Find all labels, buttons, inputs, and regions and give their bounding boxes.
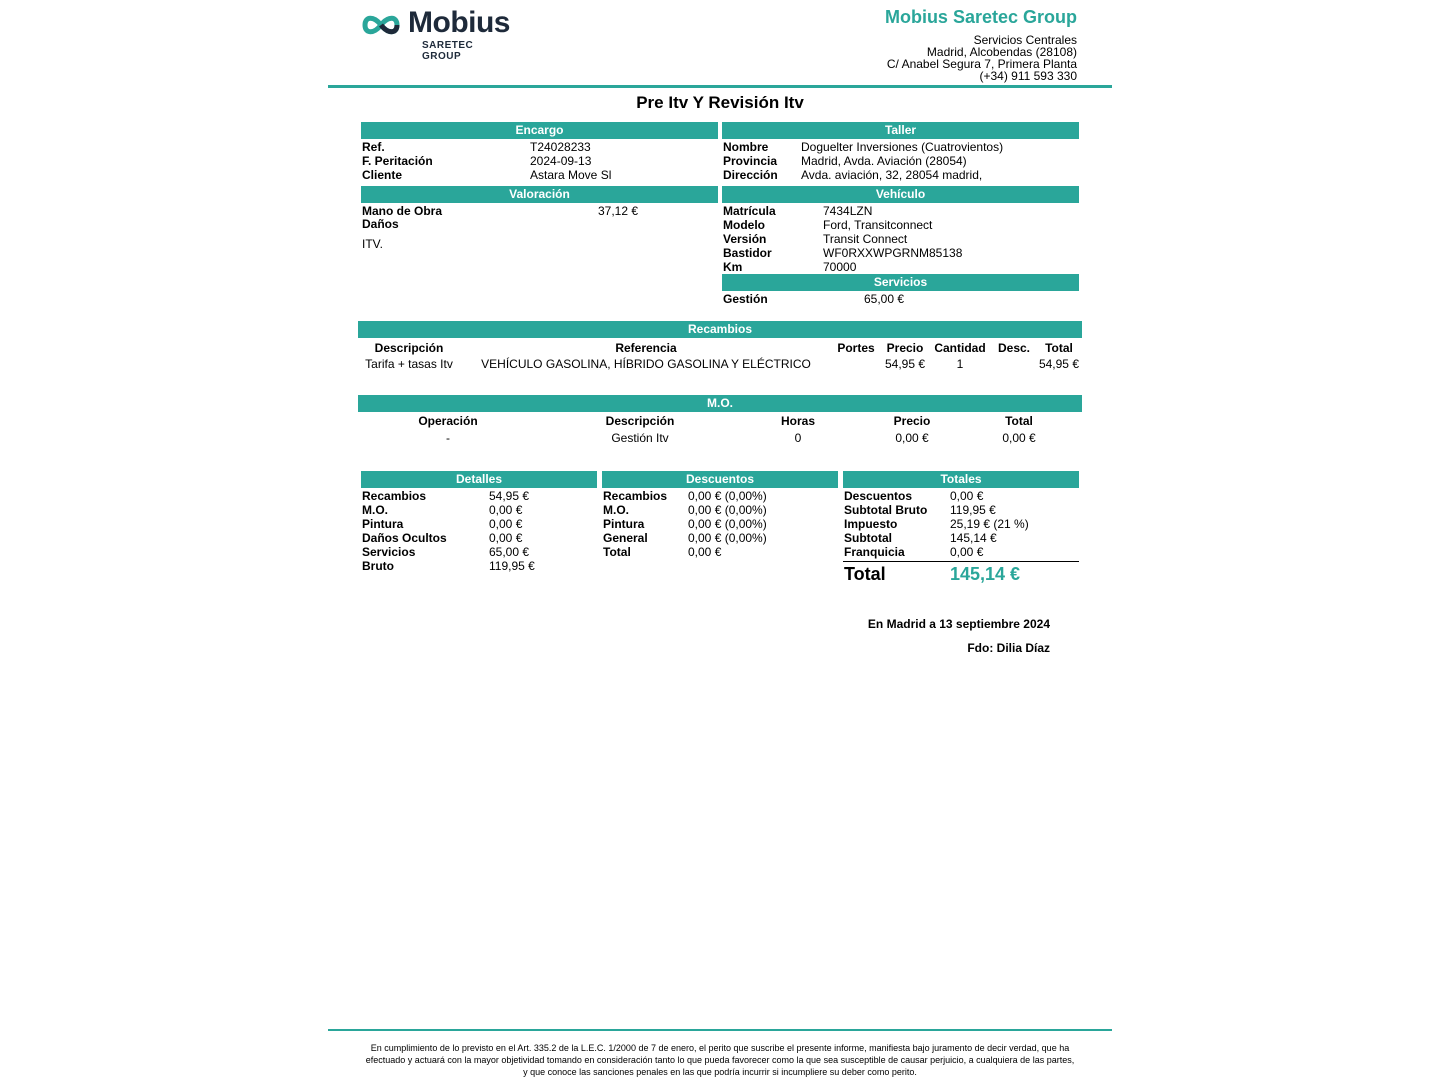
signed-by: Fdo: Dilia Díaz bbox=[967, 641, 1050, 655]
danos-label: Daños bbox=[362, 217, 399, 231]
recambios-col-referencia: Referencia bbox=[615, 341, 677, 355]
detalles-label: Recambios bbox=[362, 489, 427, 503]
recambios-col-portes: Portes bbox=[837, 341, 875, 355]
recambios-col-cantidad: Cantidad bbox=[934, 341, 986, 355]
detalles-label: M.O. bbox=[362, 503, 388, 517]
recambios-col-total: Total bbox=[1045, 341, 1073, 355]
grand-total-value: 145,14 € bbox=[950, 564, 1021, 584]
recambios-cell-total: 54,95 € bbox=[1038, 357, 1079, 371]
totales-label: Subtotal Bruto bbox=[844, 503, 928, 517]
totales-value: 119,95 € bbox=[950, 503, 996, 517]
legal-line: En cumplimiento de lo previsto en el Art. 335.2 de la L.E.C. 1/2000 de 7 de enero, el perito que suscribe el presente informe, manifiesta bajo juramento de decir verdad, que ha bbox=[370, 1043, 1070, 1053]
address-line: Madrid, Alcobendas (28108) bbox=[926, 45, 1077, 59]
detalles-value: 0,00 € bbox=[489, 531, 523, 545]
vehiculo-label: Versión bbox=[723, 232, 767, 246]
totales-value: 0,00 € bbox=[950, 489, 984, 503]
encargo-label: Ref. bbox=[362, 140, 385, 154]
mo-cell-operacion: - bbox=[446, 431, 450, 445]
danos-text: ITV. bbox=[362, 237, 383, 251]
recambios-col-descripcion: Descripción bbox=[374, 341, 444, 355]
detalles-label: Servicios bbox=[362, 545, 416, 559]
recambios-cell-precio: 54,95 € bbox=[884, 357, 926, 371]
recambios-header: Recambios bbox=[358, 321, 1082, 338]
recambios-cell-cantidad: 1 bbox=[956, 357, 964, 371]
mo-col-horas: Horas bbox=[780, 414, 816, 428]
mo-cell-total: 0,00 € bbox=[1002, 431, 1036, 445]
address-line: (+34) 911 593 330 bbox=[979, 69, 1077, 83]
recambios-cell-descripcion: Tarifa + tasas Itv bbox=[365, 357, 453, 371]
recambios-col-precio: Precio bbox=[886, 341, 924, 355]
vehiculo-label: Modelo bbox=[723, 218, 765, 232]
vehiculo-value: WF0RXXWPGRNM85138 bbox=[823, 246, 963, 260]
recambios-col-desc: Desc. bbox=[997, 341, 1031, 355]
detalles-label: Bruto bbox=[362, 559, 394, 573]
totales-value: 0,00 € bbox=[950, 545, 984, 559]
logo-word: Mobius bbox=[408, 6, 510, 39]
mo-col-operacion: Operación bbox=[418, 414, 478, 428]
mano-obra-label: Mano de Obra bbox=[362, 204, 443, 218]
encargo-value: 2024-09-13 bbox=[530, 154, 592, 168]
header-divider bbox=[328, 85, 1112, 88]
mo-header: M.O. bbox=[358, 395, 1082, 412]
servicios-label: Gestión bbox=[723, 292, 768, 306]
mo-cell-precio: 0,00 € bbox=[895, 431, 929, 445]
encargo-value: T24028233 bbox=[530, 140, 591, 154]
mobius-logo-icon bbox=[362, 12, 400, 38]
detalles-value: 0,00 € bbox=[489, 517, 523, 531]
totales-label: Descuentos bbox=[844, 489, 913, 503]
mo-col-descripcion: Descripción bbox=[605, 414, 675, 428]
vehiculo-value: 70000 bbox=[823, 260, 857, 274]
totales-label: Franquicia bbox=[844, 545, 905, 559]
mano-obra-value: 37,12 € bbox=[598, 204, 639, 218]
taller-value: Doguelter Inversiones (Cuatrovientos) bbox=[801, 140, 1004, 154]
detalles-label: Pintura bbox=[362, 517, 404, 531]
mo-cell-horas: 0 bbox=[794, 431, 802, 445]
vehiculo-value: Ford, Transitconnect bbox=[823, 218, 933, 232]
vehiculo-label: Km bbox=[723, 260, 743, 274]
descuentos-label: General bbox=[603, 531, 648, 545]
address-line: C/ Anabel Segura 7, Primera Planta bbox=[886, 57, 1077, 71]
totales-value: 25,19 € (21 %) bbox=[950, 517, 1029, 531]
recambios-cell-referencia: VEHÍCULO GASOLINA, HÍBRIDO GASOLINA Y ELÉCTRICO bbox=[481, 357, 811, 371]
detalles-value: 65,00 € bbox=[489, 545, 530, 559]
detalles-value: 54,95 € bbox=[489, 489, 530, 503]
logo-subtitle: SARETEC GROUP bbox=[422, 40, 474, 62]
document-title: Pre Itv Y Revisión Itv bbox=[636, 93, 804, 112]
vehiculo-label: Bastidor bbox=[723, 246, 772, 260]
descuentos-value: 0,00 € (0,00%) bbox=[688, 489, 767, 503]
address-line: Servicios Centrales bbox=[973, 33, 1077, 47]
grand-total-label: Total bbox=[844, 564, 886, 584]
descuentos-value: 0,00 € bbox=[688, 545, 722, 559]
legal-line: efectuado y actuará con la mayor objetividad tomando en consideración tanto lo que pueda favorecer como la que sea susceptible de causar perjuicio, a cualquiera de las partes, bbox=[365, 1055, 1075, 1065]
place-date: En Madrid a 13 septiembre 2024 bbox=[867, 617, 1050, 631]
taller-label: Nombre bbox=[723, 140, 769, 154]
encargo-header: Encargo bbox=[361, 122, 718, 139]
mo-col-precio: Precio bbox=[893, 414, 931, 428]
totales-divider bbox=[843, 561, 1079, 562]
encargo-label: F. Peritación bbox=[362, 154, 433, 168]
descuentos-label: Recambios bbox=[603, 489, 668, 503]
totales-label: Impuesto bbox=[844, 517, 898, 531]
encargo-label: Cliente bbox=[362, 168, 403, 182]
totales-header: Totales bbox=[843, 471, 1079, 488]
valoracion-header: Valoración bbox=[361, 186, 718, 203]
mo-col-total: Total bbox=[1005, 414, 1033, 428]
detalles-value: 119,95 € bbox=[489, 559, 535, 573]
encargo-value: Astara Move Sl bbox=[530, 168, 612, 182]
detalles-label: Daños Ocultos bbox=[362, 531, 447, 545]
legal-line: y que conoce las sanciones penales en las que podría incurrir si incumpliere su deber como perito. bbox=[523, 1067, 917, 1077]
vehiculo-header: Vehículo bbox=[722, 186, 1079, 203]
descuentos-label: Pintura bbox=[603, 517, 645, 531]
company-name: Mobius Saretec Group bbox=[884, 7, 1077, 27]
footer-divider bbox=[328, 1029, 1112, 1031]
servicios-header: Servicios bbox=[722, 274, 1079, 291]
descuentos-label: Total bbox=[603, 545, 631, 559]
totales-value: 145,14 € bbox=[950, 531, 997, 545]
detalles-value: 0,00 € bbox=[489, 503, 523, 517]
totales-label: Subtotal bbox=[844, 531, 892, 545]
taller-header: Taller bbox=[722, 122, 1079, 139]
vehiculo-label: Matrícula bbox=[723, 204, 776, 218]
taller-value: Madrid, Avda. Aviación (28054) bbox=[801, 154, 967, 168]
descuentos-label: M.O. bbox=[603, 503, 629, 517]
company-logo bbox=[362, 6, 514, 62]
vehiculo-value: Transit Connect bbox=[823, 232, 908, 246]
descuentos-value: 0,00 € (0,00%) bbox=[688, 531, 767, 545]
descuentos-value: 0,00 € (0,00%) bbox=[688, 517, 767, 531]
taller-label: Dirección bbox=[723, 168, 778, 182]
taller-label: Provincia bbox=[723, 154, 778, 168]
vehiculo-value: 7434LZN bbox=[823, 204, 873, 218]
taller-value: Avda. aviación, 32, 28054 madrid, bbox=[801, 168, 983, 182]
descuentos-header: Descuentos bbox=[602, 471, 838, 488]
mo-cell-descripcion: Gestión Itv bbox=[611, 431, 669, 445]
detalles-header: Detalles bbox=[361, 471, 597, 488]
descuentos-value: 0,00 € (0,00%) bbox=[688, 503, 767, 517]
servicios-value: 65,00 € bbox=[864, 292, 905, 306]
